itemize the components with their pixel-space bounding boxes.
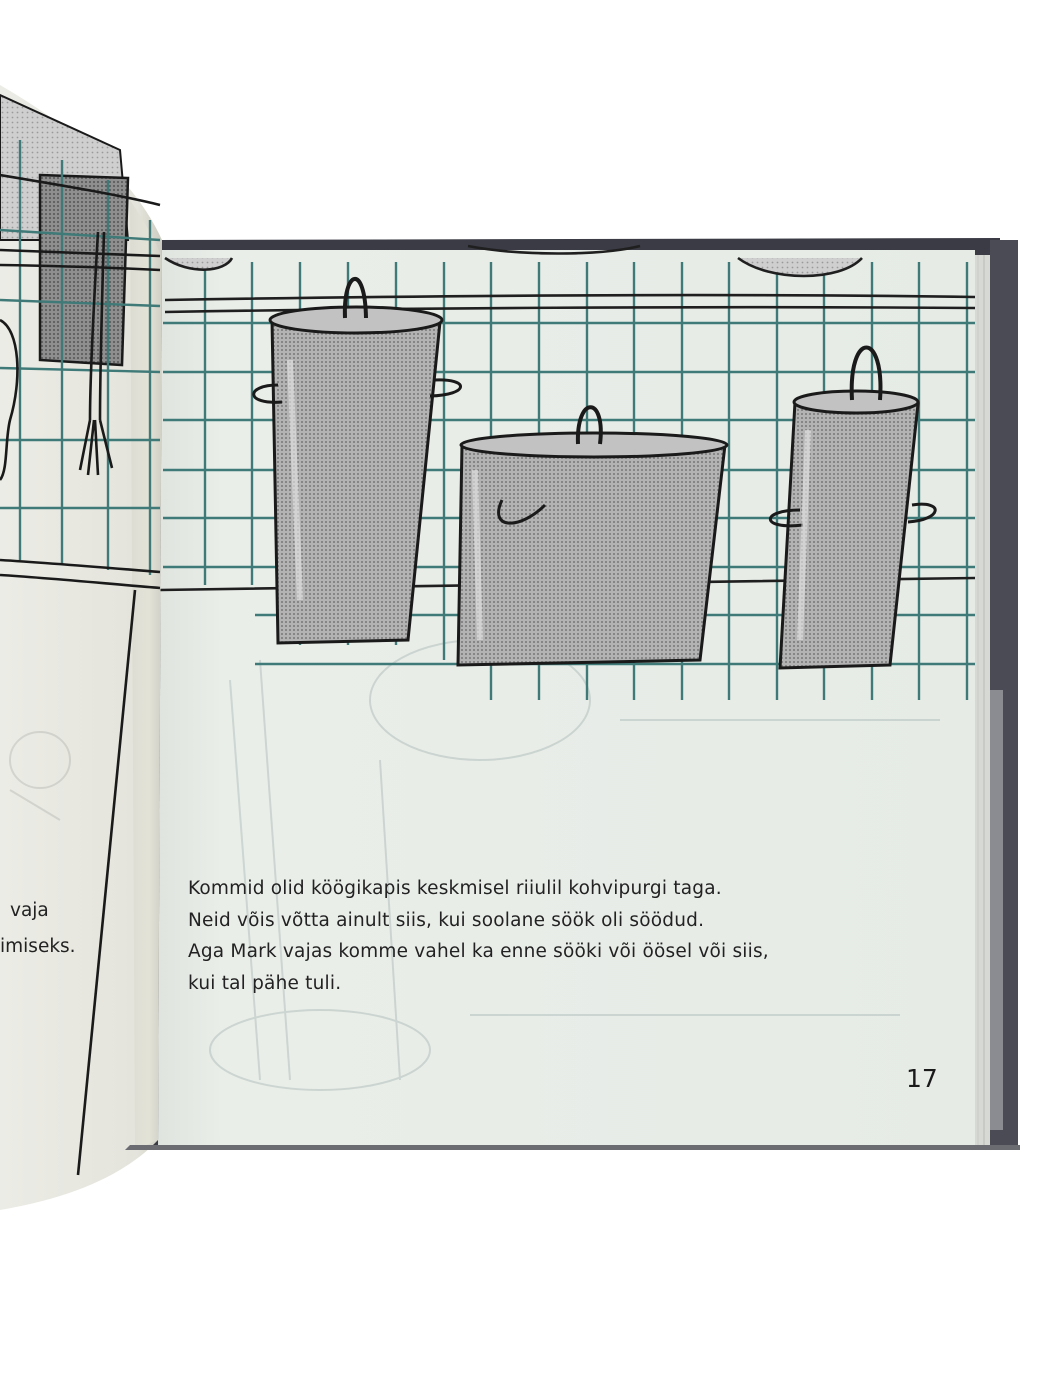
left-page-text-fragment: vaja — [10, 900, 49, 921]
cover-bottom — [125, 1145, 1020, 1150]
left-page-text-fragment: imiseks. — [0, 936, 76, 957]
text-line: Neid võis võtta ainult siis, kui soolane söök oli söödud. — [188, 909, 705, 931]
page-text — [188, 873, 968, 999]
text-line: Aga Mark vajas komme vahel ka enne sööki või öösel või siis, — [188, 941, 769, 962]
text-line: Kommid olid köögikapis keskmisel riiulil kohvipurgi taga. — [188, 878, 722, 899]
pot-icon — [458, 407, 727, 665]
page-number: 17 — [906, 1064, 938, 1093]
text-line: kui tal pähe tuli. — [188, 972, 342, 994]
